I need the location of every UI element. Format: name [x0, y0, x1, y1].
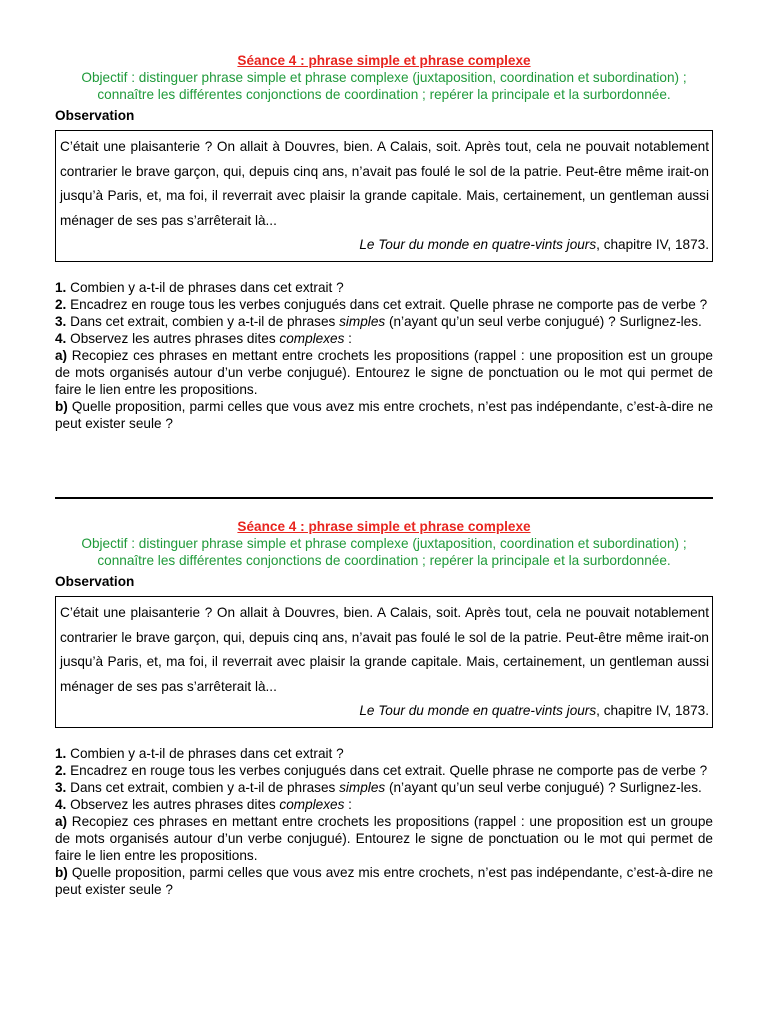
- question-text: Observez les autres phrases dites: [66, 331, 280, 346]
- lesson-title: Séance 4 : phrase simple et phrase complexe: [237, 53, 531, 68]
- excerpt-text: C’était une plaisanterie ? On allait à Douvres, bien. A Calais, soit. Après tout, cela ne pouvait notablement contrarier le brave garçon, qui, depuis cinq ans, n’avait pas foulé le sol de la patrie. Peut-être même irait-on jusqu’à Paris, et, ma foi, il reverrait avec plaisir la grande capitale. Mais, certainement, un gentleman aussi ménager de ses pas s’arrêterait là...: [60, 139, 709, 228]
- citation-details: , chapitre IV, 1873.: [596, 703, 709, 718]
- question-emphasis: complexes: [279, 797, 345, 812]
- question-number: 2.: [55, 763, 67, 778]
- question-text-end: (n’ayant qu’un seul verbe conjugué) ? Surlignez-les.: [385, 314, 702, 329]
- question-text: Combien y a-t-il de phrases dans cet extrait ?: [66, 746, 344, 761]
- question-number: 3.: [55, 314, 67, 329]
- question-2: [55, 762, 713, 779]
- question-text: Recopiez ces phrases en mettant entre crochets les propositions (rappel : une proposition est un groupe de mots organisés autour d’un verbe conjugué). Entourez le signe de ponctuation ou le mot qui permet de faire le lien entre les propositions.: [55, 348, 713, 397]
- question-number: 1.: [55, 746, 67, 761]
- excerpt-box: [55, 130, 713, 262]
- cut-line-divider: [55, 497, 713, 499]
- question-number: 3.: [55, 780, 67, 795]
- excerpt-citation: [60, 233, 709, 257]
- question-number: 4.: [55, 797, 67, 812]
- question-emphasis: simples: [339, 780, 386, 795]
- question-4a: [55, 813, 713, 864]
- question-text: Combien y a-t-il de phrases dans cet extrait ?: [66, 280, 344, 295]
- question-number: 1.: [55, 280, 67, 295]
- question-list: [55, 279, 713, 432]
- question-2: [55, 296, 713, 313]
- question-text-end: :: [344, 797, 352, 812]
- question-1: [55, 745, 713, 762]
- worksheet-copy-2: [55, 518, 713, 898]
- question-text: Encadrez en rouge tous les verbes conjugués dans cet extrait. Quelle phrase ne comporte pas de verbe ?: [66, 297, 708, 312]
- question-1: [55, 279, 713, 296]
- question-text: Observez les autres phrases dites: [66, 797, 280, 812]
- question-number: a): [55, 348, 68, 363]
- question-number: 4.: [55, 331, 67, 346]
- question-text-end: (n’ayant qu’un seul verbe conjugué) ? Surlignez-les.: [385, 780, 702, 795]
- question-emphasis: simples: [339, 314, 386, 329]
- question-number: b): [55, 865, 68, 880]
- observation-heading: Observation: [55, 108, 135, 123]
- excerpt-citation: [60, 699, 709, 723]
- question-4: [55, 796, 713, 813]
- question-emphasis: complexes: [279, 331, 345, 346]
- question-number: b): [55, 399, 68, 414]
- lesson-title: Séance 4 : phrase simple et phrase complexe: [237, 519, 531, 534]
- observation-heading: Observation: [55, 574, 135, 589]
- question-3: [55, 313, 713, 330]
- question-text: Encadrez en rouge tous les verbes conjugués dans cet extrait. Quelle phrase ne comporte pas de verbe ?: [66, 763, 708, 778]
- question-list: [55, 745, 713, 898]
- question-text: Quelle proposition, parmi celles que vous avez mis entre crochets, n’est pas indépendante, c’est-à-dire ne peut exister seule ?: [55, 399, 713, 431]
- citation-details: , chapitre IV, 1873.: [596, 237, 709, 252]
- excerpt-box: [55, 596, 713, 728]
- question-number: a): [55, 814, 68, 829]
- question-4b: [55, 398, 713, 432]
- question-text: Quelle proposition, parmi celles que vous avez mis entre crochets, n’est pas indépendante, c’est-à-dire ne peut exister seule ?: [55, 865, 713, 897]
- question-4a: [55, 347, 713, 398]
- question-number: 2.: [55, 297, 67, 312]
- excerpt-text: C’était une plaisanterie ? On allait à Douvres, bien. A Calais, soit. Après tout, cela ne pouvait notablement contrarier le brave garçon, qui, depuis cinq ans, n’avait pas foulé le sol de la patrie. Peut-être même irait-on jusqu’à Paris, et, ma foi, il reverrait avec plaisir la grande capitale. Mais, certainement, un gentleman aussi ménager de ses pas s’arrêterait là...: [60, 605, 709, 694]
- question-3: [55, 779, 713, 796]
- question-text-end: :: [344, 331, 352, 346]
- question-text: Recopiez ces phrases en mettant entre crochets les propositions (rappel : une proposition est un groupe de mots organisés autour d’un verbe conjugué). Entourez le signe de ponctuation ou le mot qui permet de faire le lien entre les propositions.: [55, 814, 713, 863]
- lesson-objective: Objectif : distinguer phrase simple et phrase complexe (juxtaposition, coordination et subordination) ; connaître les différentes conjonctions de coordination ; repérer la principale et la surbordonnée.: [81, 70, 687, 102]
- question-text: Dans cet extrait, combien y a-t-il de phrases: [66, 780, 340, 795]
- worksheet-copy-1: [55, 52, 713, 432]
- question-4: [55, 330, 713, 347]
- citation-title: Le Tour du monde en quatre-vints jours: [359, 237, 597, 252]
- question-text: Dans cet extrait, combien y a-t-il de phrases: [66, 314, 340, 329]
- lesson-objective: Objectif : distinguer phrase simple et phrase complexe (juxtaposition, coordination et subordination) ; connaître les différentes conjonctions de coordination ; repérer la principale et la surbordonnée.: [81, 536, 687, 568]
- question-4b: [55, 864, 713, 898]
- citation-title: Le Tour du monde en quatre-vints jours: [359, 703, 597, 718]
